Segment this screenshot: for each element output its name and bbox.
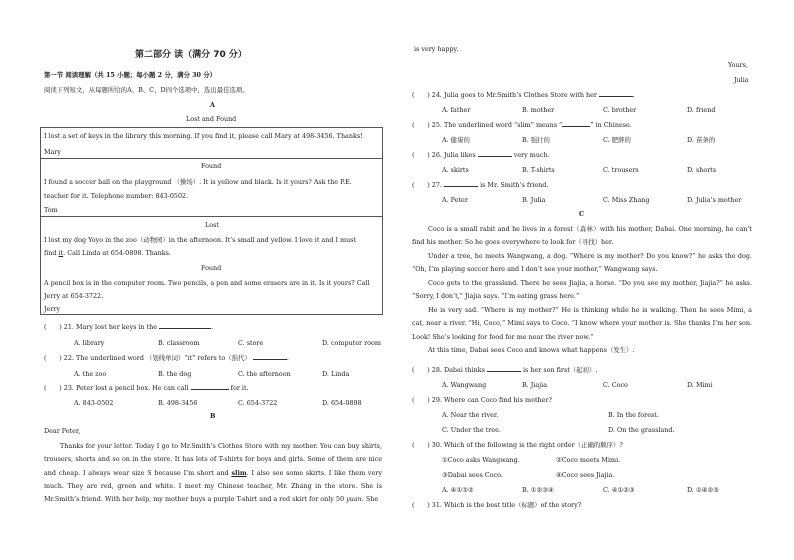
- q29-option-b[interactable]: B. In the forest.: [608, 411, 659, 419]
- passage-c-paragraph-1: Coco is a small rabit and he lives in a forest（森林）with his mother, Dabai. One morning, he can’t find his mother. So he goes everywhere to look for（寻找）her.: [412, 225, 752, 247]
- q24-option-d[interactable]: D. friend: [687, 106, 716, 114]
- question-21: ( ) 21. Mary lost her keys in the .: [44, 323, 214, 331]
- letter-signature: Julia: [734, 76, 749, 84]
- q24-option-a[interactable]: A. father: [442, 106, 471, 114]
- question-28: ( ) 28. Dabai thinks is her son first（起初）.: [412, 366, 598, 374]
- q22-option-d[interactable]: D. Linda: [322, 370, 350, 378]
- q30-option-c[interactable]: C. ④①②③: [603, 486, 635, 494]
- q27-option-b[interactable]: B. Julia: [522, 196, 546, 204]
- q29-option-d[interactable]: D. On the grassland.: [608, 426, 675, 434]
- question-25: ( ) 25. The underlined word “slim” means “ ” in Chinese.: [412, 121, 632, 129]
- question-24: ( ) 24. Julia goes to Mr.Smith’s Clothes Store with her .: [412, 91, 636, 99]
- divider: [41, 158, 382, 159]
- letter-greeting: Dear Peter,: [44, 427, 81, 435]
- question-30: ( ) 30. Which of the following is the right order（正确的顺序）?: [412, 441, 623, 449]
- ad-dog-line1: I lost my dog Yoyo in the zoo（动物园）in the afternoon. It’s small and yellow. I love it and I must: [44, 236, 357, 244]
- ad-pencil-heading: Found: [201, 264, 222, 272]
- lost-and-found-box: [40, 127, 383, 315]
- q25-option-a[interactable]: A. 健康的: [442, 136, 470, 144]
- q30-item-1: ①Coco asks Wangwang.: [442, 456, 520, 464]
- q23-option-b[interactable]: B. 498-3456: [158, 399, 198, 407]
- q30-option-d[interactable]: D. ①④②③: [687, 486, 719, 494]
- passage-c-letter: C: [579, 210, 585, 218]
- q27-option-c[interactable]: C. Miss Zhang: [603, 196, 650, 204]
- q27-option-d[interactable]: D. Julia’s mother: [687, 196, 742, 204]
- q25-option-c[interactable]: C. 肥胖的: [603, 136, 631, 144]
- ad-dog-heading: Lost: [205, 221, 219, 229]
- underlined-it: it: [58, 249, 64, 257]
- letter-continuation: is very happy.: [414, 45, 459, 53]
- passage-c-paragraph-4: He is very sad. “Where is my mother?” He is thinking while he is walking. Then he sees Mimi, a cat, near a river. “Hi, Coco,” Mimi says to Coco. “I know where your mother is. She thanks I’m her son. Look! She’s looking for food for me near the river now.”: [412, 306, 752, 341]
- passage-a-letter: A: [210, 101, 215, 109]
- q28-option-a[interactable]: A. Wangwang: [442, 381, 487, 389]
- passage-c-paragraph-3: Coco gets to the grassland. There he sees Jiajia, a horse. “Do you see my mother, Jiajia?” he asks. “Sorry, I don’t,” Jiajia says. “I’m eating grass here.”: [412, 279, 752, 301]
- ad-ball-heading: Found: [201, 162, 222, 170]
- underlined-slim: slim: [231, 468, 247, 477]
- divider: [41, 216, 382, 217]
- q23-option-c[interactable]: C. 654-3722: [238, 399, 278, 407]
- letter-closing: Yours,: [728, 61, 748, 69]
- passage-b-paragraph: Thanks for your letter. Today I go to Mr.Smith’s Clothes Store with my mother. You can buy shirts, trousers, shorts and so on in the store. It has lots of T-shirts for boys and girls. Some of them are nice and cheap. I always wear size S because I’m short and slim. I also see some skirts. I like them very much. They are red, green and white. I meet my Chinese teacher, Mr. Zhang in the store. She is Mr.Smith’s friend. With her help, my mother buys a purple T-shirt and a red skirt for only 50 yuan. She: [44, 442, 382, 504]
- q28-option-b[interactable]: B. Jiajia: [522, 381, 548, 389]
- q23-option-d[interactable]: D. 654-0898: [322, 399, 362, 407]
- passage-c-paragraph-5: At this time, Dabai sees Coco and knows what happens（发生）.: [428, 346, 635, 354]
- q25-option-b[interactable]: B. 强壮的: [522, 136, 550, 144]
- q24-option-b[interactable]: B. mother: [522, 106, 555, 114]
- passage-c-paragraph-2: Under a tree, he meets Wangwang, a dog. “Where is my mother? Do you know?” he asks the dog. “Oh, I’m playing soccer here and I don’t see your mother,” Wangwang says.: [412, 252, 752, 274]
- ad-ball-line2: teacher for it. Telephone number: 843-0502.: [44, 192, 189, 200]
- q21-option-b[interactable]: B. classroom: [158, 339, 200, 347]
- q26-option-c[interactable]: C. trousers: [603, 166, 639, 174]
- q29-option-a[interactable]: A. Near the river.: [442, 411, 499, 419]
- q30-item-4: ④Coco sees Jiajia.: [556, 471, 615, 479]
- q30-item-2: ②Coco meets Mimi.: [556, 456, 621, 464]
- q25-option-d[interactable]: D. 苗条的: [687, 136, 716, 144]
- q22-option-c[interactable]: C. the afternoon: [238, 370, 291, 378]
- instruction: 阅读下列短文，从每题所给的A、B、C、D四个选项中，选出最佳选项。: [44, 86, 249, 94]
- ad-ball-sign: Tom: [44, 206, 58, 214]
- q23-option-a[interactable]: A. 843-0502: [74, 399, 114, 407]
- q28-option-d[interactable]: D. Mimi: [687, 381, 713, 389]
- ad-dog-line2: find it. Call Linda at 654-0898. Thanks.: [44, 249, 171, 257]
- q22-option-b[interactable]: B. the dog: [158, 370, 192, 378]
- question-29: ( ) 29. Where can Coco find his mother?: [412, 396, 552, 404]
- q30-option-a[interactable]: A. ④①③②: [442, 486, 474, 494]
- ad-pencil-sign: Jerry: [44, 305, 61, 313]
- passage-b-letter: B: [210, 412, 216, 420]
- question-31: ( ) 31. Which is the best title（标题）of the story?: [412, 501, 582, 509]
- ad-pencil-line1: A pencil box is in the computer room. Two pencils, a pen and some erasers are in it. Is it yours? Call: [44, 279, 370, 287]
- ad-keys-text: I lost a set of keys in the library this morning. If you find it, please call Mary at 498-3456. Thanks!: [44, 132, 363, 140]
- question-23: ( ) 23. Peter lost a pencil box. He can call for it.: [44, 384, 249, 392]
- ad-ball-line1: I found a soccer ball on the playground （操场）. It is yellow and black. Is it yours? Ask the P.E.: [44, 178, 352, 186]
- q26-option-d[interactable]: D. shorts: [687, 166, 717, 174]
- section-title: 第一节 阅读理解（共 15 小题；每小题 2 分，满分 30 分）: [44, 71, 217, 79]
- q29-option-c[interactable]: C. Under the tree.: [442, 426, 501, 434]
- q21-option-a[interactable]: A. library: [74, 339, 105, 347]
- q26-option-a[interactable]: A. skirts: [442, 166, 469, 174]
- question-27: ( ) 27. is Mr. Smith’s friend.: [412, 181, 549, 189]
- q26-option-b[interactable]: B. T-shirts: [522, 166, 555, 174]
- q21-option-c[interactable]: C. store: [238, 339, 264, 347]
- q24-option-c[interactable]: C. brother: [603, 106, 637, 114]
- q21-option-d[interactable]: D. computer room: [322, 339, 381, 347]
- ad-pencil-line2: Jerry at 654-3722.: [44, 292, 104, 300]
- passage-a-heading: Lost and Found: [186, 115, 237, 123]
- q30-option-b[interactable]: B. ①②③④: [522, 486, 554, 494]
- question-22: ( ) 22. The underlined word （划线单词）“it” refers to（指代） .: [44, 354, 289, 362]
- q27-option-a[interactable]: A. Peter: [442, 196, 468, 204]
- q28-option-c[interactable]: C. Coco: [603, 381, 628, 389]
- q22-option-a[interactable]: A. the zoo: [74, 370, 107, 378]
- q30-item-3: ③Dabai sees Coco.: [442, 471, 503, 479]
- ad-keys-sign: Mary: [44, 148, 62, 156]
- question-26: ( ) 26. Julia likes very much.: [412, 151, 550, 159]
- part-title: 第二部分 读（满分 70 分）: [135, 50, 247, 60]
